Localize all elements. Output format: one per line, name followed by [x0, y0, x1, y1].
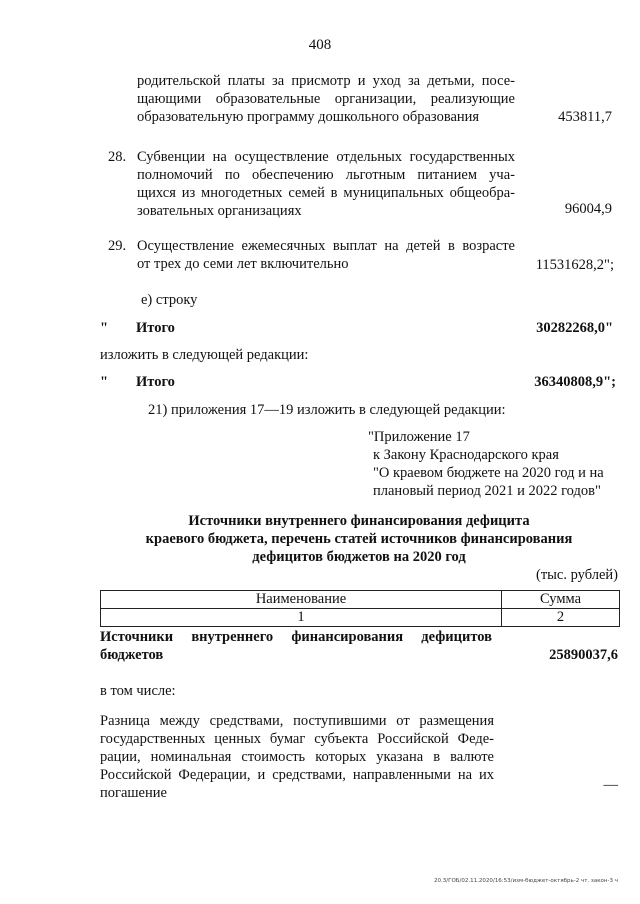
item-text-line: зовательных организациях [137, 203, 302, 219]
units-label: (тыс. рублей) [536, 567, 618, 583]
quote-mark: " [100, 320, 109, 336]
total-amount: 30282268,0" [536, 320, 613, 336]
total-label: Итого [136, 374, 175, 390]
page-number: 408 [308, 37, 332, 53]
appendix-line: "О краевом бюджете на 2020 год и на [373, 465, 604, 481]
sources-amount: 25890037,6 [549, 647, 618, 663]
item-amount: 96004,9 [564, 201, 612, 217]
item-amount: 453811,7 [558, 109, 612, 125]
item-text-line: Субвенции на осуществление отдельных государственных [137, 149, 515, 165]
item-amount: 11531628,2"; [535, 257, 614, 273]
col-number: 1 [101, 609, 502, 627]
list-item [137, 237, 515, 273]
difference-line: рации, номинальная стоимость которых указана в валюте [100, 749, 494, 765]
sources-total [100, 628, 492, 664]
total-old-row [100, 319, 613, 337]
item-number: 29. [108, 238, 127, 254]
title-line: дефицитов бюджетов на 2020 год [252, 549, 466, 565]
total-label: Итого [136, 320, 175, 336]
item-e: е) строку [141, 292, 198, 308]
table-header-row [101, 591, 620, 609]
item-text-line: щихся из многодетных семей в муниципальных общеобра- [137, 185, 515, 201]
difference-text [100, 712, 494, 802]
item-text-line: родительской платы за присмотр и уход за детьми, посе- [137, 73, 515, 89]
item-text-line: от трех до семи лет включительно [137, 256, 349, 272]
list-item [137, 148, 515, 220]
sources-line: бюджетов [100, 647, 164, 663]
difference-line: Разница между средствами, поступившими от размещения [100, 713, 494, 729]
sources-line: Источники внутреннего финансирования дефицитов [100, 629, 492, 645]
difference-line: Российской Федерации, и средствами, направленными на их [100, 767, 494, 783]
total-new-row [100, 373, 616, 391]
appendix-line: "Приложение 17 [368, 429, 470, 445]
total-amount: 36340808,9"; [534, 374, 616, 390]
header-sum: Сумма [502, 591, 620, 609]
appendix-line: плановый период 2021 и 2022 годов" [373, 483, 601, 499]
title-line: краевого бюджета, перечень статей источников финансирования [145, 531, 573, 547]
item-21: 21) приложения 17—19 изложить в следующей редакции: [148, 402, 506, 418]
including-label: в том числе: [100, 683, 176, 699]
item-number: 28. [108, 149, 127, 165]
item-text-line: Осуществление ежемесячных выплат на детей в возрасте [137, 238, 515, 254]
list-item [137, 72, 515, 126]
difference-line: государственных ценных бумаг субъекта Российской Феде- [100, 731, 494, 747]
item-text-line: полномочий по обеспечению льготным питанием уча- [137, 167, 515, 183]
sources-table [100, 590, 620, 627]
table-number-row [101, 609, 620, 627]
appendix-line: к Закону Краснодарского края [373, 447, 559, 463]
item-text-line: образовательную программу дошкольного образования [137, 109, 480, 125]
replace-text: изложить в следующей редакции: [100, 347, 309, 363]
header-name: Наименование [101, 591, 502, 609]
table-title [100, 512, 618, 566]
title-line: Источники внутреннего финансирования дефицита [188, 513, 530, 529]
quote-mark: " [100, 374, 109, 390]
difference-line: погашение [100, 785, 167, 801]
difference-amount: — [603, 777, 618, 793]
col-number: 2 [502, 609, 620, 627]
footer-code: 20.3/ГОБ/02.11.2020/16:53/изм-бюджет-октябрь-2 чт. закон-3 ч [433, 878, 618, 884]
item-text-line: щающими образовательные организации, реализующие [137, 91, 515, 107]
appendix-header [368, 428, 628, 500]
